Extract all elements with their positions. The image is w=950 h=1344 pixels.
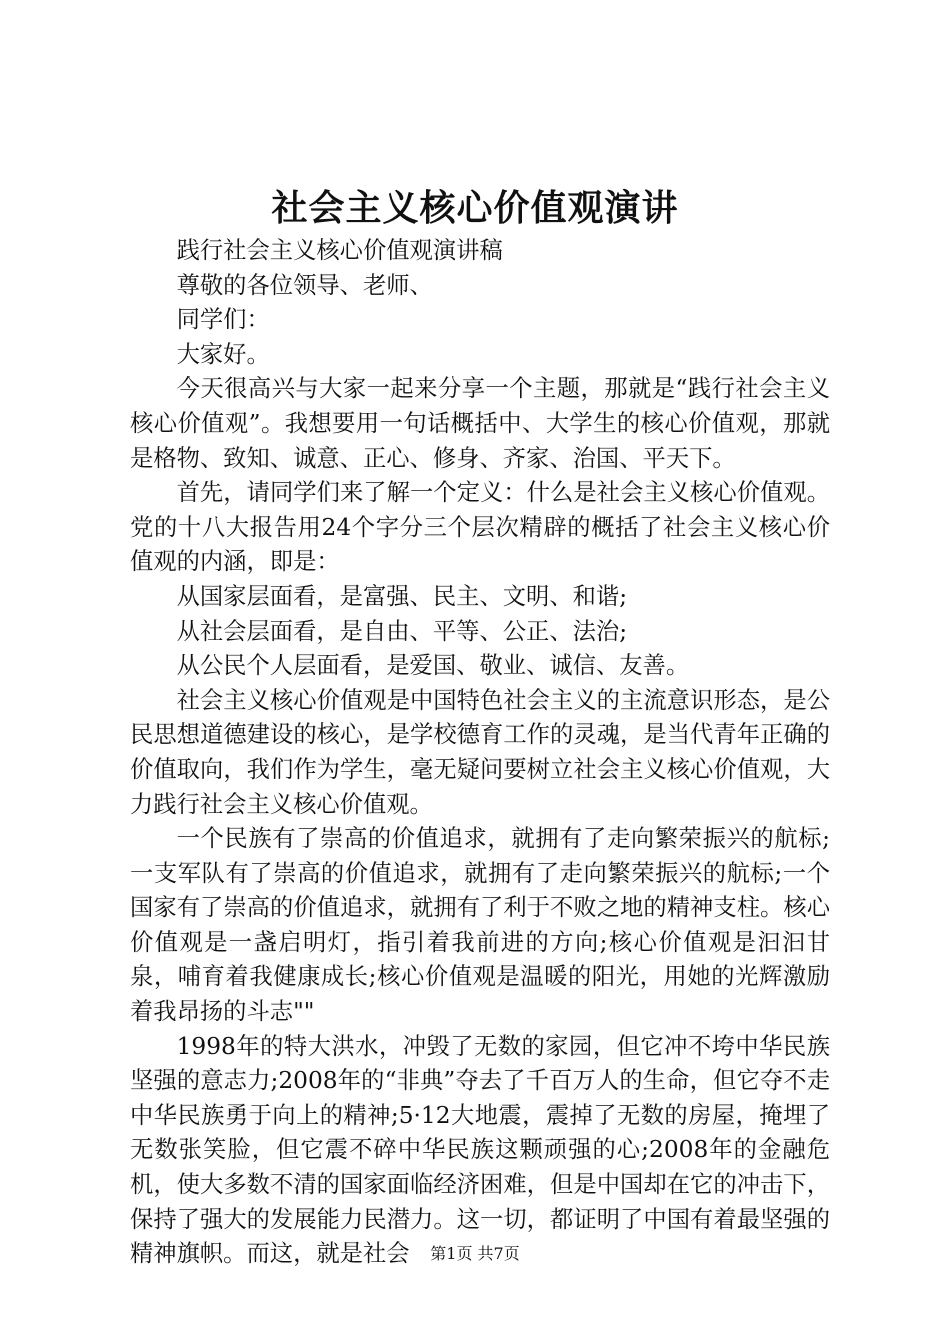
page-number-footer: 第1页 共7页 [430,1244,520,1263]
document-title: 社会主义核心价值观演讲 [271,187,679,229]
body-paragraph: 社会主义核心价值观是中国特色社会主义的主流意识形态，是公民思想道德建设的核心，是学校德育工作的灵魂，是当代青年正确的价值取向，我们作为学生，毫无疑问要树立社会主义核心价值观，大力践行社会主义核心价值观。 [130,686,830,818]
body-paragraph: 今天很高兴与大家一起来分享一个主题，那就是“践行社会主义核心价值观”。我想要用一句话概括中、大学生的核心价值观，那就是格物、致知、诚意、正心、修身、齐家、治国、平天下。 [130,375,830,472]
body-paragraph: 1998年的特大洪水，冲毁了无数的家园，但它冲不垮中华民族坚强的意志力;2008年的“非典”夺去了千百万人的生命，但它夺不走中华民族勇于向上的精神;5·12大地震，震掉了无数的房屋，掩埋了无数张笑脸，但它震不碎中华民族这颗顽强的心;2008年的金融危机，使大多数不清的国家面临经济困难，但是中国却在它的冲击下，保持了强大的发展能力民潜力。这一切，都证明了中国有着最坚强的精神旗帜。而这，就是社会 [130,1032,830,1268]
body-paragraph: 从社会层面看，是自由、平等、公正、法治; [176,617,628,645]
body-paragraph: 一个民族有了崇高的价值追求，就拥有了走向繁荣振兴的航标;一支军队有了崇高的价值追求，就拥有了走向繁荣振兴的航标;一个国家有了崇高的价值追求，就拥有了利于不败之地的精神支柱。核心价值观是一盏启明灯，指引着我前进的方向;核心价值观是汩汩甘泉，哺育着我健康成长;核心价值观是温暖的阳光，用她的光辉激励着我昂扬的斗志"" [130,825,830,1026]
body-paragraph: 首先，请同学们来了解一个定义：什么是社会主义核心价值观。党的十八大报告用24个字分三个层次精辟的概括了社会主义核心价值观的内涵，即是： [130,479,830,576]
body-paragraph: 从公民个人层面看，是爱国、敬业、诚信、友善。 [176,652,690,680]
body-paragraph: 从国家层面看，是富强、民主、文明、和谐; [176,582,628,610]
greeting: 大家好。 [176,340,270,368]
document-body [130,234,830,1272]
salutation-leaders: 尊敬的各位领导、老师、 [176,271,433,299]
salutation-students: 同学们： [176,306,270,334]
speech-subtitle: 践行社会主义核心价值观演讲稿 [176,237,503,264]
